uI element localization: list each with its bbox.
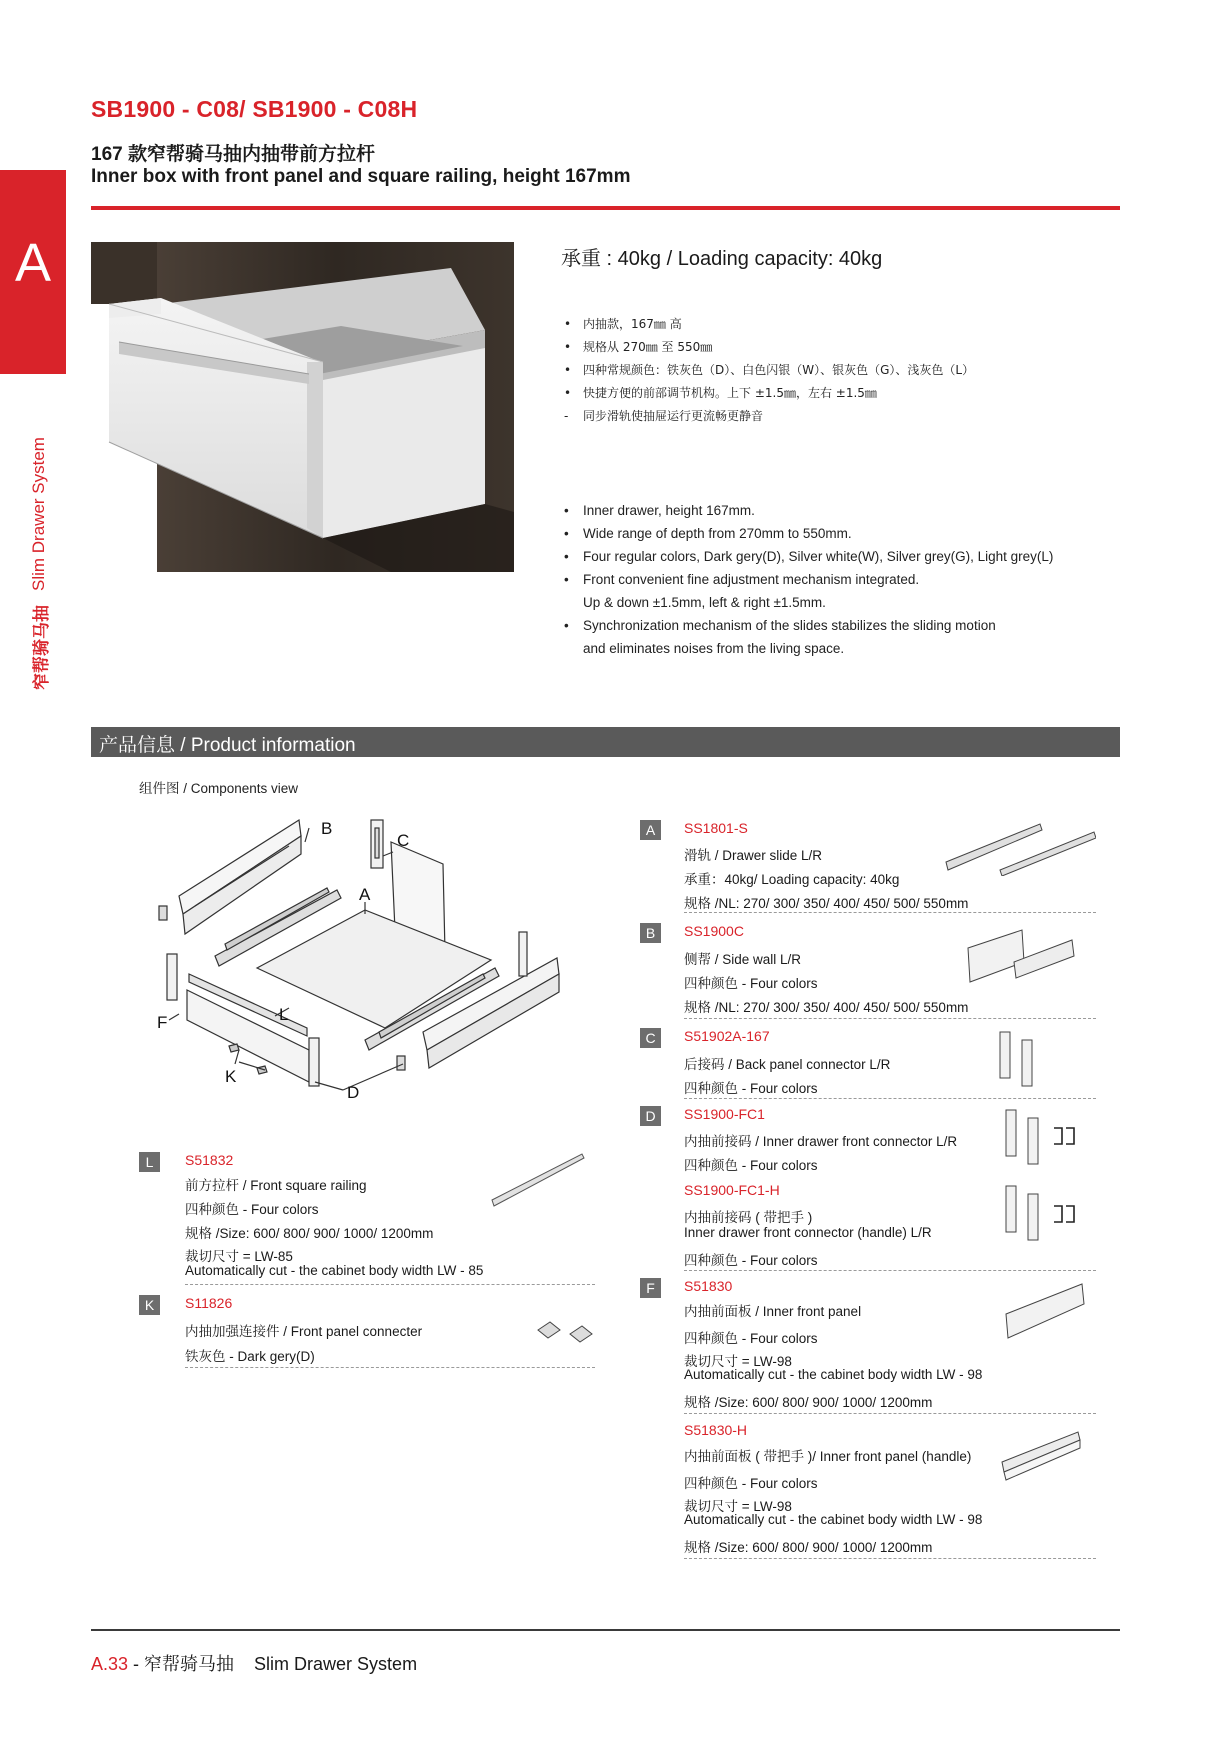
component-detail: 裁切尺寸 = LW-85 [185, 1249, 293, 1264]
front-panel-connecter-illustration [534, 1316, 598, 1346]
component-detail: 四种颜色 - Four colors [185, 1202, 319, 1217]
list-item: • Inner drawer, height 167mm. [561, 499, 1121, 522]
diagram-label-l: L [279, 1005, 289, 1024]
component-badge-l: L [139, 1152, 160, 1172]
component-code: S11826 [185, 1295, 233, 1311]
component-detail: 规格 /NL: 270/ 300/ 350/ 400/ 450/ 500/ 550mm [684, 896, 969, 911]
chapter-side-label-cn: 窄帮骑马抽 [31, 605, 51, 690]
drawer-render-illustration [91, 242, 514, 572]
component-detail: 侧帮 / Side wall L/R [684, 952, 802, 967]
diagram-label-k: K [225, 1067, 237, 1086]
feature-list-en [561, 499, 1121, 660]
front-connector-illustration [1004, 1108, 1078, 1166]
page-footer [91, 1650, 417, 1676]
component-detail: 前方拉杆 / Front square railing [185, 1178, 367, 1193]
component-code: SS1900C [684, 923, 744, 939]
feature-list-cn [561, 313, 1121, 428]
component-code: S51830-H [684, 1422, 748, 1438]
component-detail: 承重：40kg/ Loading capacity: 40kg [684, 872, 900, 887]
component-detail: Automatically cut - the cabinet body width LW - 85 [185, 1263, 484, 1278]
component-detail: 滑轨 / Drawer slide L/R [684, 848, 823, 863]
inner-front-panel-illustration [1004, 1282, 1088, 1344]
section-title: 产品信息 / Product information [99, 735, 356, 756]
list-item: • 规格从 270㎜ 至 550㎜ [561, 336, 1121, 359]
loading-capacity: 承重 : 40kg / Loading capacity: 40kg [561, 248, 883, 270]
list-item: • Four regular colors, Dark gery(D), Silver white(W), Silver grey(G), Light grey(L) [561, 545, 1121, 568]
component-detail: 内抽加强连接件 / Front panel connecter [185, 1324, 423, 1339]
separator [684, 1558, 1096, 1559]
component-badge-f: F [640, 1278, 661, 1298]
list-item: • 四种常规颜色：铁灰色（D）、白色闪银（W）、银灰色（G）、浅灰色（L） [561, 359, 1121, 382]
list-item: • 快捷方便的前部调节机构。上下 ±1.5㎜，左右 ±1.5㎜ [561, 382, 1121, 405]
component-detail: 四种颜色 - Four colors [684, 1081, 818, 1096]
footer-divider [91, 1629, 1120, 1631]
diagram-label-c: C [397, 831, 410, 850]
component-code: S51830 [684, 1278, 733, 1294]
separator [684, 1098, 1096, 1099]
component-detail: 四种颜色 - Four colors [684, 1476, 818, 1491]
component-code: SS1801-S [684, 820, 748, 836]
chapter-side-label [26, 400, 52, 690]
components-view-label: 组件图 / Components view [139, 781, 299, 796]
chapter-side-label-en: Slim Drawer System [29, 437, 48, 591]
component-code: S51902A-167 [684, 1028, 770, 1044]
component-detail: 裁切尺寸 = LW-98 [684, 1354, 792, 1369]
product-photo [91, 242, 514, 572]
chapter-letter: A [14, 233, 52, 293]
components-exploded-diagram [139, 806, 569, 1136]
side-wall-illustration [966, 928, 1076, 990]
list-item: Up & down ±1.5mm, left & right ±1.5mm. [583, 595, 826, 610]
product-code-title: SB1900 - C08/ SB1900 - C08H [91, 96, 418, 122]
component-detail: 四种颜色 - Four colors [684, 1253, 818, 1268]
component-detail: Automatically cut - the cabinet body width LW - 98 [684, 1512, 983, 1527]
component-detail: 内抽前接码 / Inner drawer front connector L/R [684, 1134, 958, 1149]
inner-front-panel-handle-illustration [998, 1424, 1082, 1486]
list-item: and eliminates noises from the living space. [583, 641, 845, 656]
diagram-label-f: F [157, 1013, 168, 1032]
component-detail: 规格 /Size: 600/ 800/ 900/ 1000/ 1200mm [185, 1226, 434, 1241]
separator [185, 1284, 595, 1285]
title-divider [91, 206, 1120, 210]
component-detail: 四种颜色 - Four colors [684, 1158, 818, 1173]
drawer-slide-illustration [944, 818, 1096, 876]
footer-cn: 窄帮骑马抽 [144, 1654, 235, 1674]
component-badge-a: A [640, 820, 661, 840]
list-item: • Synchronization mechanism of the slides stabilizes the sliding motion [561, 614, 1121, 637]
back-panel-connector-illustration [996, 1030, 1044, 1088]
component-detail: 内抽前接码 ( 带把手 ) [684, 1210, 813, 1225]
component-detail: 四种颜色 - Four colors [684, 976, 818, 991]
separator [684, 1413, 1096, 1414]
list-item: • Front convenient fine adjustment mechanism integrated. [561, 568, 1121, 591]
component-badge-c: C [640, 1028, 661, 1048]
component-detail: 规格 /NL: 270/ 300/ 350/ 400/ 450/ 500/ 550mm [684, 1000, 969, 1015]
component-detail: 铁灰色 - Dark gery(D) [185, 1349, 315, 1364]
component-code: SS1900-FC1-H [684, 1182, 780, 1198]
separator [684, 912, 1096, 913]
component-detail: 裁切尺寸 = LW-98 [684, 1499, 792, 1514]
component-code: SS1900-FC1 [684, 1106, 765, 1122]
railing-illustration [490, 1150, 586, 1208]
component-detail: 后接码 / Back panel connector L/R [684, 1057, 891, 1072]
product-title-cn: 167 款窄帮骑马抽内抽带前方拉杆 [91, 144, 375, 165]
component-detail: Inner drawer front connector (handle) L/R [684, 1225, 932, 1240]
front-connector-handle-illustration [1004, 1184, 1078, 1242]
component-detail: 内抽前面板 ( 带把手 )/ Inner front panel (handle) [684, 1449, 972, 1464]
component-badge-b: B [640, 923, 661, 943]
diagram-label-b: B [321, 819, 333, 838]
separator [684, 1018, 1096, 1019]
list-item: • Wide range of depth from 270mm to 550mm. [561, 522, 1121, 545]
component-detail: 内抽前面板 / Inner front panel [684, 1304, 862, 1319]
component-detail: 四种颜色 - Four colors [684, 1331, 818, 1346]
component-code: S51832 [185, 1152, 234, 1168]
product-information-bar [91, 727, 1120, 757]
component-detail: Automatically cut - the cabinet body width LW - 98 [684, 1367, 983, 1382]
footer-separator: - [128, 1654, 145, 1674]
separator [684, 1270, 1096, 1271]
footer-en: Slim Drawer System [254, 1654, 418, 1674]
page-number: A.33 [91, 1654, 129, 1674]
component-detail: 规格 /Size: 600/ 800/ 900/ 1000/ 1200mm [684, 1540, 933, 1555]
component-badge-d: D [640, 1106, 661, 1126]
component-detail: 规格 /Size: 600/ 800/ 900/ 1000/ 1200mm [684, 1395, 933, 1410]
component-badge-k: K [139, 1295, 160, 1315]
diagram-label-a: A [359, 885, 371, 904]
list-item: - 同步滑轨使抽屉运行更流畅更静音 [561, 405, 1121, 428]
product-title-en: Inner box with front panel and square railing, height 167mm [91, 166, 631, 187]
diagram-label-d: D [347, 1083, 360, 1102]
list-item: • 内抽款，167㎜ 高 [561, 313, 1121, 336]
separator [185, 1367, 595, 1368]
